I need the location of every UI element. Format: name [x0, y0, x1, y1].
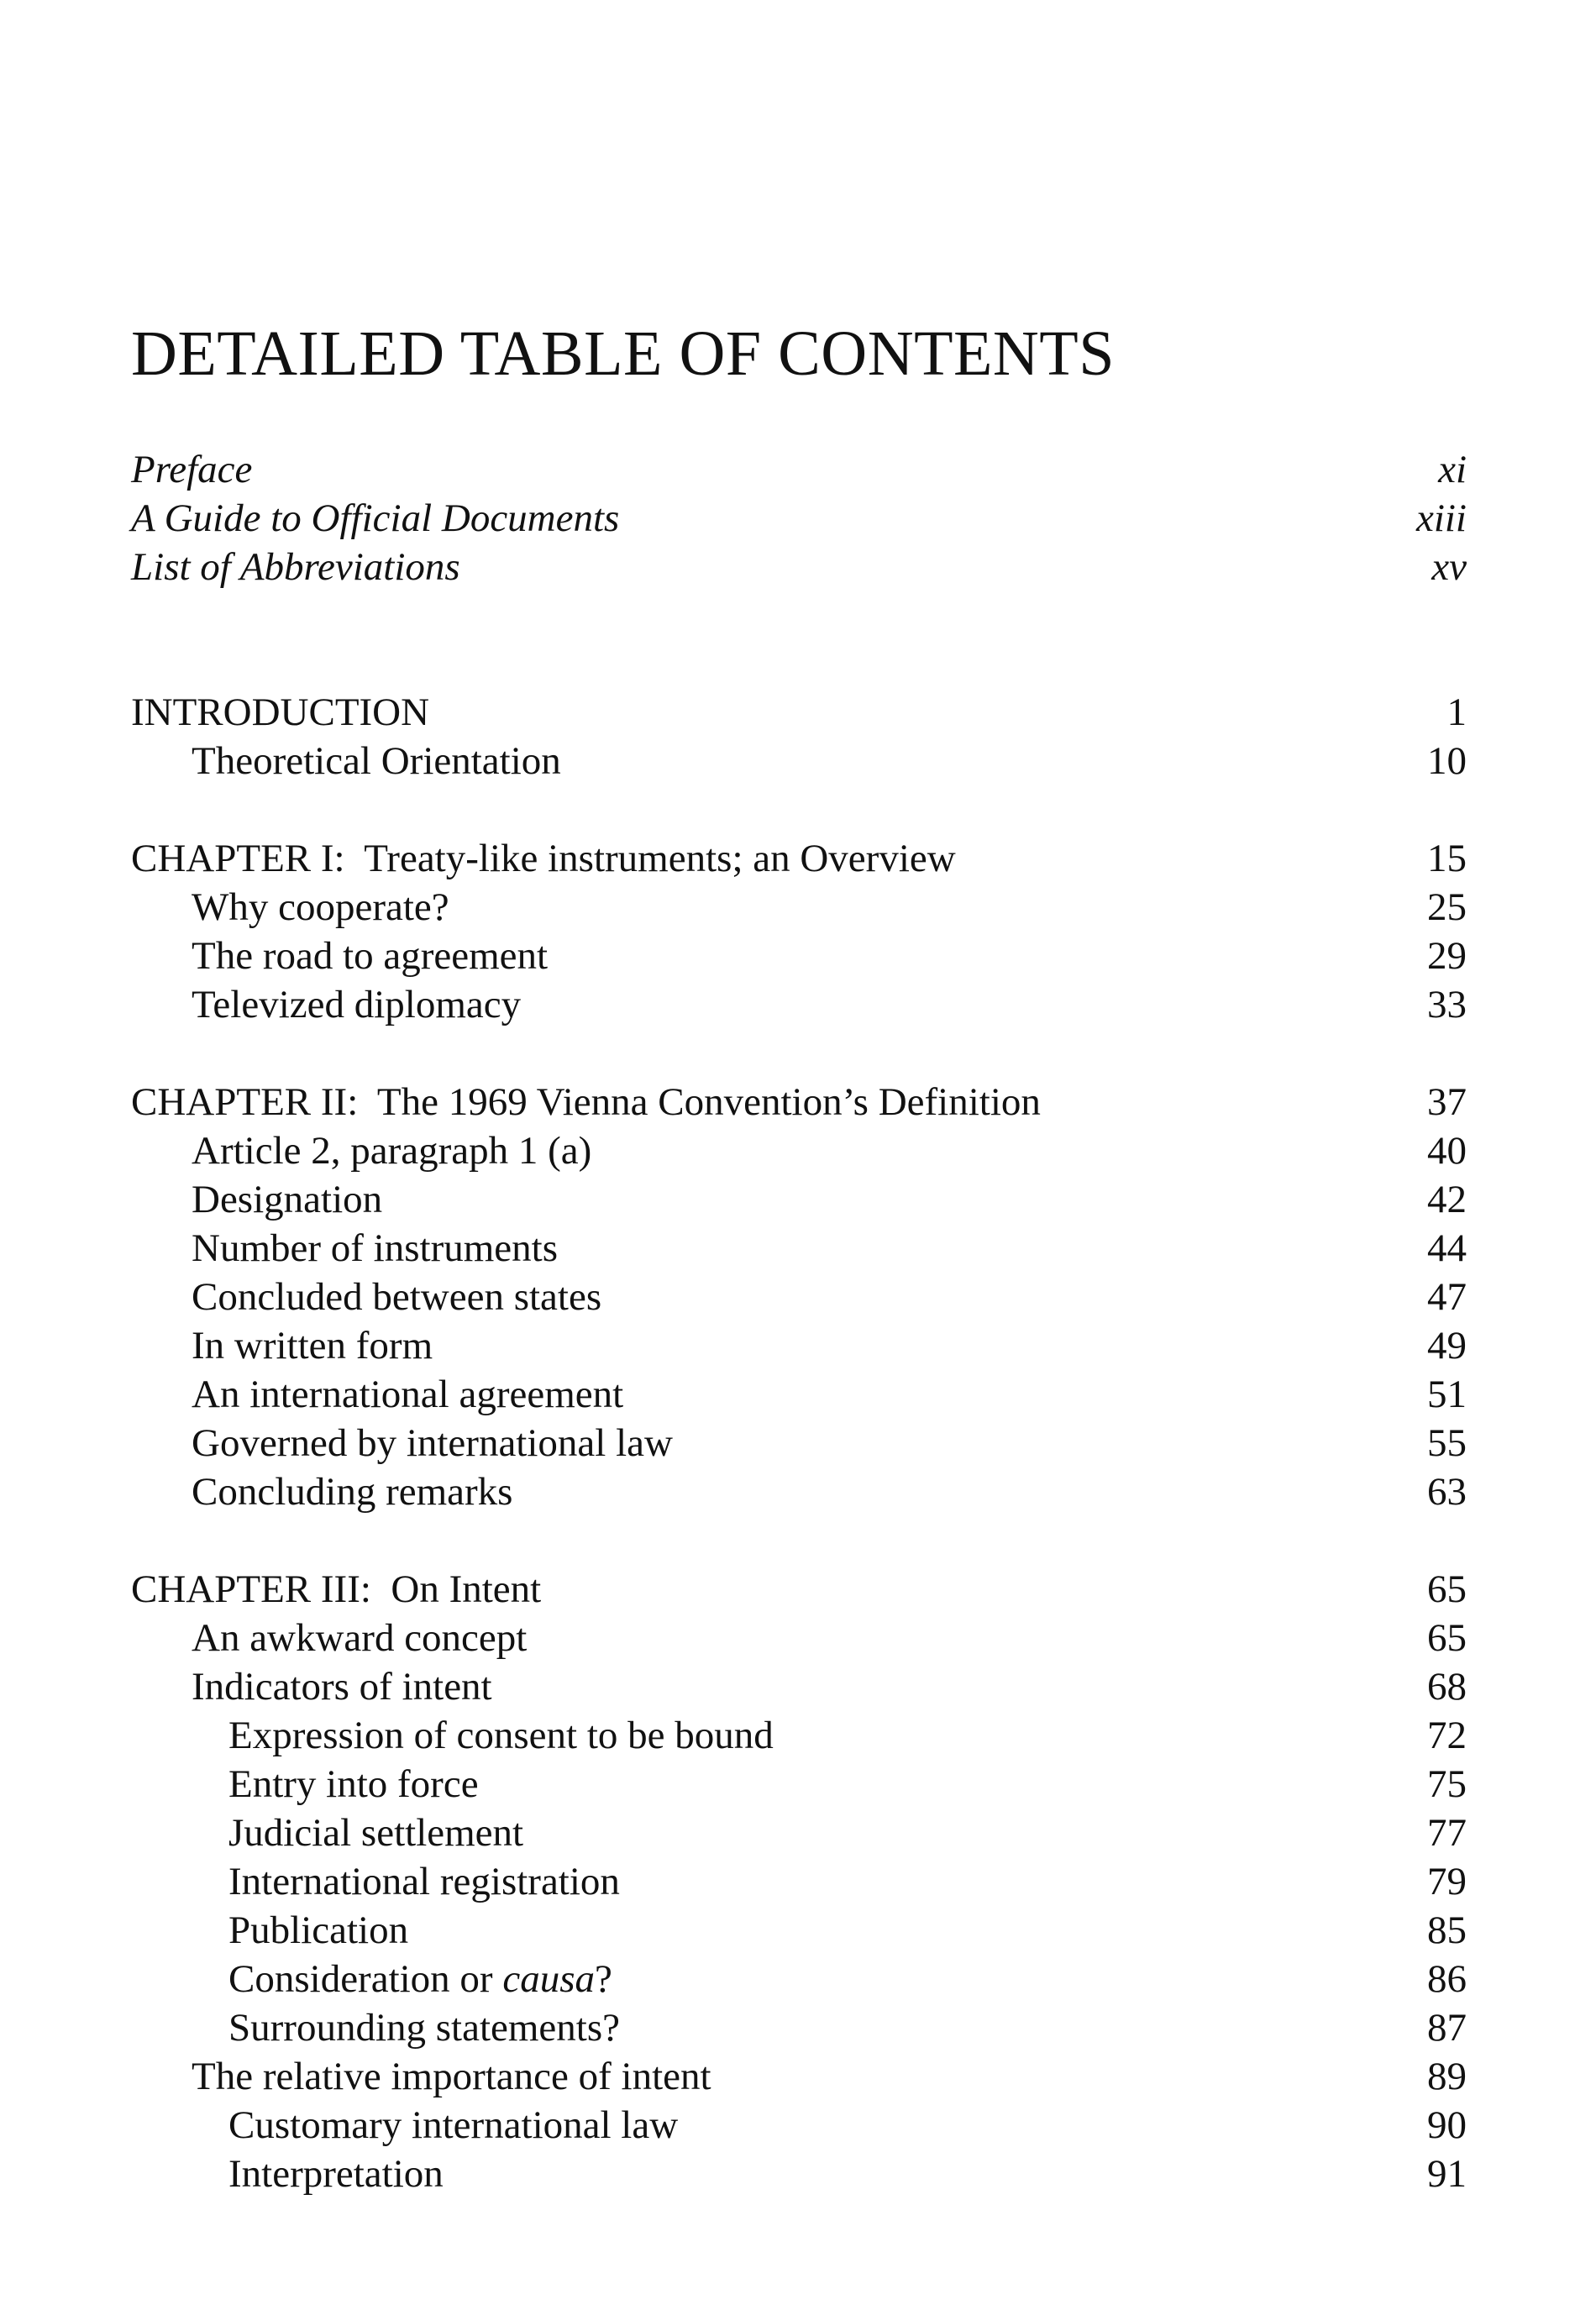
toc-page-number: 44: [1427, 1226, 1467, 1270]
toc-entry-guide[interactable]: [131, 494, 1467, 543]
toc-page-number: 1: [1446, 690, 1467, 734]
toc-entry-text: Theoretical Orientation: [192, 739, 561, 783]
toc-entry[interactable]: [131, 1273, 1467, 1321]
toc-entry-text: CHAPTER III: On Intent: [131, 1567, 542, 1611]
toc-page-number: 47: [1427, 1275, 1467, 1319]
toc-entry-text: CHAPTER I: Treaty-like instruments; an Overview: [131, 837, 956, 880]
toc-entry-text: INTRODUCTION: [131, 690, 430, 734]
toc-page-number: 75: [1427, 1762, 1467, 1806]
toc-entry-text: Preface: [131, 448, 253, 491]
toc-entry-text: The road to agreement: [192, 934, 549, 978]
toc-entry-text: Why cooperate?: [192, 885, 449, 929]
toc-entry[interactable]: [131, 1662, 1467, 1711]
toc-page-number: 42: [1427, 1178, 1467, 1221]
page-title: DETAILED TABLE OF CONTENTS: [131, 318, 1115, 389]
toc-entry-text: [228, 1955, 612, 2003]
toc-entry[interactable]: [131, 932, 1467, 980]
toc-page-number: 85: [1427, 1908, 1467, 1952]
toc-entry-text: Publication: [228, 1908, 409, 1952]
section-spacer: [131, 785, 1467, 834]
toc-entry[interactable]: [131, 1321, 1467, 1370]
section-spacer: [131, 1029, 1467, 1078]
toc-subentry[interactable]: [131, 2101, 1467, 2150]
toc-entry[interactable]: [131, 1614, 1467, 1662]
toc-entry[interactable]: [131, 883, 1467, 932]
table-of-contents: [131, 445, 1467, 2198]
toc-entry-text: An awkward concept: [192, 1616, 528, 1660]
toc-entry-text: Indicators of intent: [192, 1665, 492, 1709]
toc-entry-text: International registration: [228, 1860, 620, 1903]
toc-entry-text: In written form: [192, 1324, 433, 1368]
toc-entry-text: Interpretation: [228, 2152, 444, 2196]
toc-subentry[interactable]: [131, 1906, 1467, 1955]
toc-subentry[interactable]: [131, 1857, 1467, 1906]
toc-entry[interactable]: [131, 1467, 1467, 1516]
toc-page-number: 77: [1427, 1811, 1467, 1855]
toc-page-number: 79: [1427, 1860, 1467, 1903]
toc-entry-text: The relative importance of intent: [192, 2055, 711, 2098]
toc-subentry[interactable]: [131, 2003, 1467, 2052]
toc-page-number: 51: [1427, 1373, 1467, 1416]
toc-page-number: 65: [1427, 1616, 1467, 1660]
toc-entry-text: Designation: [192, 1178, 383, 1221]
toc-entry[interactable]: [131, 1126, 1467, 1175]
toc-entry-text: An international agreement: [192, 1373, 624, 1416]
toc-page-number: 65: [1427, 1567, 1467, 1611]
toc-page-number: xv: [1431, 545, 1467, 589]
toc-entry-text: Surrounding statements?: [228, 2006, 621, 2050]
toc-entry-preface[interactable]: [131, 445, 1467, 494]
toc-page-number: 29: [1427, 934, 1467, 978]
toc-subentry[interactable]: [131, 1809, 1467, 1857]
toc-page-number: 55: [1427, 1421, 1467, 1465]
toc-entry[interactable]: [131, 2052, 1467, 2101]
toc-entry-text-italic: causa: [502, 1957, 595, 2001]
toc-entry[interactable]: [131, 737, 1467, 785]
toc-heading-chapter-3[interactable]: [131, 1565, 1467, 1614]
toc-page-number: 15: [1427, 837, 1467, 880]
toc-entry[interactable]: [131, 1224, 1467, 1273]
toc-page-number: 90: [1427, 2103, 1467, 2147]
toc-page-number: 72: [1427, 1714, 1467, 1757]
toc-page-number: 37: [1427, 1080, 1467, 1124]
toc-subentry[interactable]: [131, 1760, 1467, 1809]
toc-heading-introduction[interactable]: [131, 688, 1467, 737]
toc-entry-text: Judicial settlement: [228, 1811, 524, 1855]
section-spacer: [131, 1516, 1467, 1565]
toc-page-number: 63: [1427, 1470, 1467, 1514]
toc-page-number: 86: [1427, 1957, 1467, 2001]
toc-entry[interactable]: [131, 1419, 1467, 1467]
toc-entry[interactable]: [131, 980, 1467, 1029]
toc-entry-text: Number of instruments: [192, 1226, 558, 1270]
toc-page-number: 33: [1427, 983, 1467, 1026]
toc-entry-text: Governed by international law: [192, 1421, 673, 1465]
toc-entry[interactable]: [131, 1370, 1467, 1419]
toc-entry-text-part: Consideration or: [228, 1957, 503, 2001]
toc-entry-text: Televized diplomacy: [192, 983, 522, 1026]
toc-subentry[interactable]: [131, 1711, 1467, 1760]
section-spacer: [131, 591, 1467, 688]
toc-entry-text: Entry into force: [228, 1762, 479, 1806]
toc-page-number: xi: [1438, 448, 1467, 491]
toc-entry[interactable]: [131, 1175, 1467, 1224]
toc-page-number: 91: [1427, 2152, 1467, 2196]
toc-entry-text-part: ?: [595, 1957, 612, 2001]
toc-page-number: 25: [1427, 885, 1467, 929]
toc-page-number: xiii: [1415, 496, 1467, 540]
toc-entry-text: Concluded between states: [192, 1275, 602, 1319]
toc-page-number: 87: [1427, 2006, 1467, 2050]
toc-entry-text: A Guide to Official Documents: [131, 496, 620, 540]
toc-entry-text: Expression of consent to be bound: [228, 1714, 774, 1757]
toc-subentry[interactable]: [131, 1955, 1467, 2003]
toc-page-number: 10: [1427, 739, 1467, 783]
toc-page-number: 49: [1427, 1324, 1467, 1368]
toc-entry-text: List of Abbreviations: [131, 545, 460, 589]
toc-page-number: 68: [1427, 1665, 1467, 1709]
toc-page-number: 89: [1427, 2055, 1467, 2098]
toc-entry-text: Customary international law: [228, 2103, 679, 2147]
toc-entry-text: CHAPTER II: The 1969 Vienna Convention’s Definition: [131, 1080, 1041, 1124]
toc-entry-abbreviations[interactable]: [131, 543, 1467, 591]
toc-subentry[interactable]: [131, 2150, 1467, 2198]
toc-heading-chapter-2[interactable]: [131, 1078, 1467, 1126]
toc-heading-chapter-1[interactable]: [131, 834, 1467, 883]
toc-entry-text: Concluding remarks: [192, 1470, 513, 1514]
toc-page-number: 40: [1427, 1129, 1467, 1173]
toc-entry-text: Article 2, paragraph 1 (a): [192, 1129, 592, 1173]
